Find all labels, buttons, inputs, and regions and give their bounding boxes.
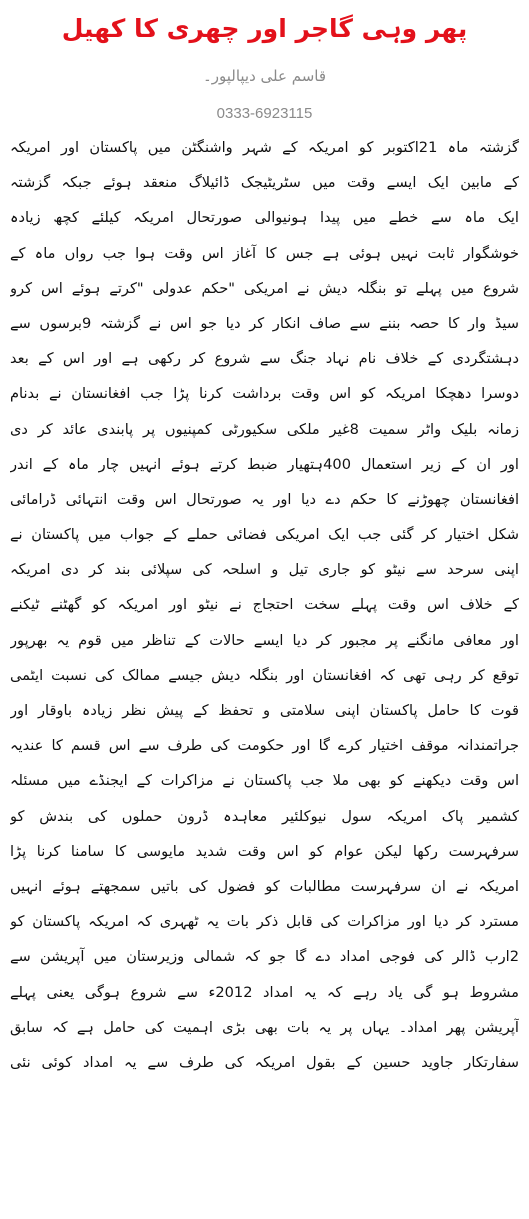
- body-line: مشروط ہو گی یاد رہے کہ یہ امداد 2012ء سے شروع ہوگی یعنی پہلے: [10, 983, 519, 1001]
- author-phone: 0333-6923115: [216, 105, 313, 122]
- body-line: زمانہ بلیک واٹر سمیت 8غیر ملکی سکیورٹی کمپنیوں پر پابندی عائد کر دی: [10, 420, 519, 438]
- body-line: قوت کا حامل پاکستان اپنی سلامتی و تحفظ کے پیش نظر زیادہ باوقار اور: [10, 702, 519, 719]
- body-line: امریکہ نے ان سرفہرست مطالبات کو فضول کی باتیں سمجھتے ہوئے انہیں: [10, 877, 519, 895]
- body-line: 2ارب ڈالر کی فوجی امداد دے گا جو کہ شمالی وزیرستان میں آپریشن سے: [10, 948, 519, 966]
- body-line: جراتمندانہ موقف اختیار کرے گا اور حکومت کی طرف سے اس قسم کا عندیہ: [10, 737, 519, 755]
- body-line: سفارتکار جاوید حسین کے بقول امریکہ کی طرف سے یہ امداد کوئی نئی: [10, 1053, 519, 1071]
- body-line: آپریشن پھر امداد۔ یہاں پر یہ بات بھی بڑی اہمیت کی حامل ہے کہ سابق: [10, 1018, 519, 1036]
- body-line: ایک ماہ سے خطے میں پیدا ہونیوالی صورتحال امریکہ کیلئے کچھ زیادہ: [10, 209, 519, 227]
- author-name: قاسم علی دیپالپور۔: [202, 67, 327, 85]
- article-title: پھر وہی گاجر اور چھری کا کھیل: [61, 14, 468, 43]
- body-line: شروع میں پہلے تو بنگلہ دیش نے امریکی "حکم عدولی "کرتے ہوئے اس کرو: [10, 279, 519, 297]
- body-line: مسترد کر دیا اور مزاکرات کی قابل ذکر بات یہ ٹھہری کہ امریکہ پاکستان کو: [10, 913, 519, 931]
- body-line: اپنی سرحد سے نیٹو کو جاری تیل و اسلحہ کی سپلائی بند کر دی امریکہ: [10, 561, 519, 579]
- article-body: [10, 130, 519, 1080]
- body-line: دہشتگردی کے خلاف نام نہاد جنگ سے شروع کر رکھی ہے اور اس کے بعد: [10, 350, 519, 368]
- body-line: توقع کر رہی تھی کہ افغانستان اور بنگلہ دیش جیسے ممالک کی نسبت ایٹمی: [10, 666, 519, 684]
- body-line: شکل اختیار کر گئی جب ایک امریکی فضائی حملے کے جواب میں پاکستان نے: [10, 526, 519, 544]
- body-line: دوسرا دھچکا امریکہ کو اس وقت برداشت کرنا پڑا جب افغانستان نے بدنام: [10, 385, 519, 403]
- article: [0, 10, 529, 1080]
- body-line: کے خلاف اس وقت پہلے سخت احتجاج نے نیٹو اور امریکہ کو گھٹنے ٹیکنے: [10, 596, 519, 614]
- body-line: کشمیر پاک امریکہ سول نیوکلئیر معاہدہ ڈرون حملوں کی بندش کو: [10, 807, 519, 825]
- body-line: خوشگوار ثابت نہیں ہوئی ہے جس کا آغاز اس وقت ہوا جب رواں ماہ کے: [10, 244, 519, 262]
- body-line: کے مابین ایک ایسے وقت میں سٹریٹیجک ڈائیلاگ منعقد ہوئے جبکہ گزشتہ: [10, 174, 519, 192]
- body-line: اس وقت دیکھنے کو بھی ملا جب پاکستان نے مزاکرات کے ایجنڈے میں مسئلہ: [10, 772, 519, 790]
- body-line: سیڈ وار کا حصہ بننے سے صاف انکار کر دیا جو اس نے گزشتہ 9برسوں سے: [10, 314, 519, 332]
- body-line: اور ان کے زیر استعمال 400ہتھیار ضبط کرتے ہوئے انہیں چار ماہ کے اندر: [10, 455, 519, 473]
- body-line: گزشتہ ماہ 21اکتوبر کو امریکہ کے شہر واشنگٹن میں پاکستان اور امریکہ: [10, 139, 519, 156]
- body-line: افغانستان چھوڑنے کا حکم دے دیا اور یہ صورتحال اس وقت انتہائی ڈرامائی: [10, 490, 519, 508]
- body-line: سرفہرست رکھا لیکن عوام کو اس وقت شدید مایوسی کا سامنا کرنا پڑا: [10, 842, 519, 860]
- body-line: اور معافی مانگنے پر مجبور کر دیا ایسے حالات کے تناظر میں قوم یہ بھرپور: [10, 631, 519, 649]
